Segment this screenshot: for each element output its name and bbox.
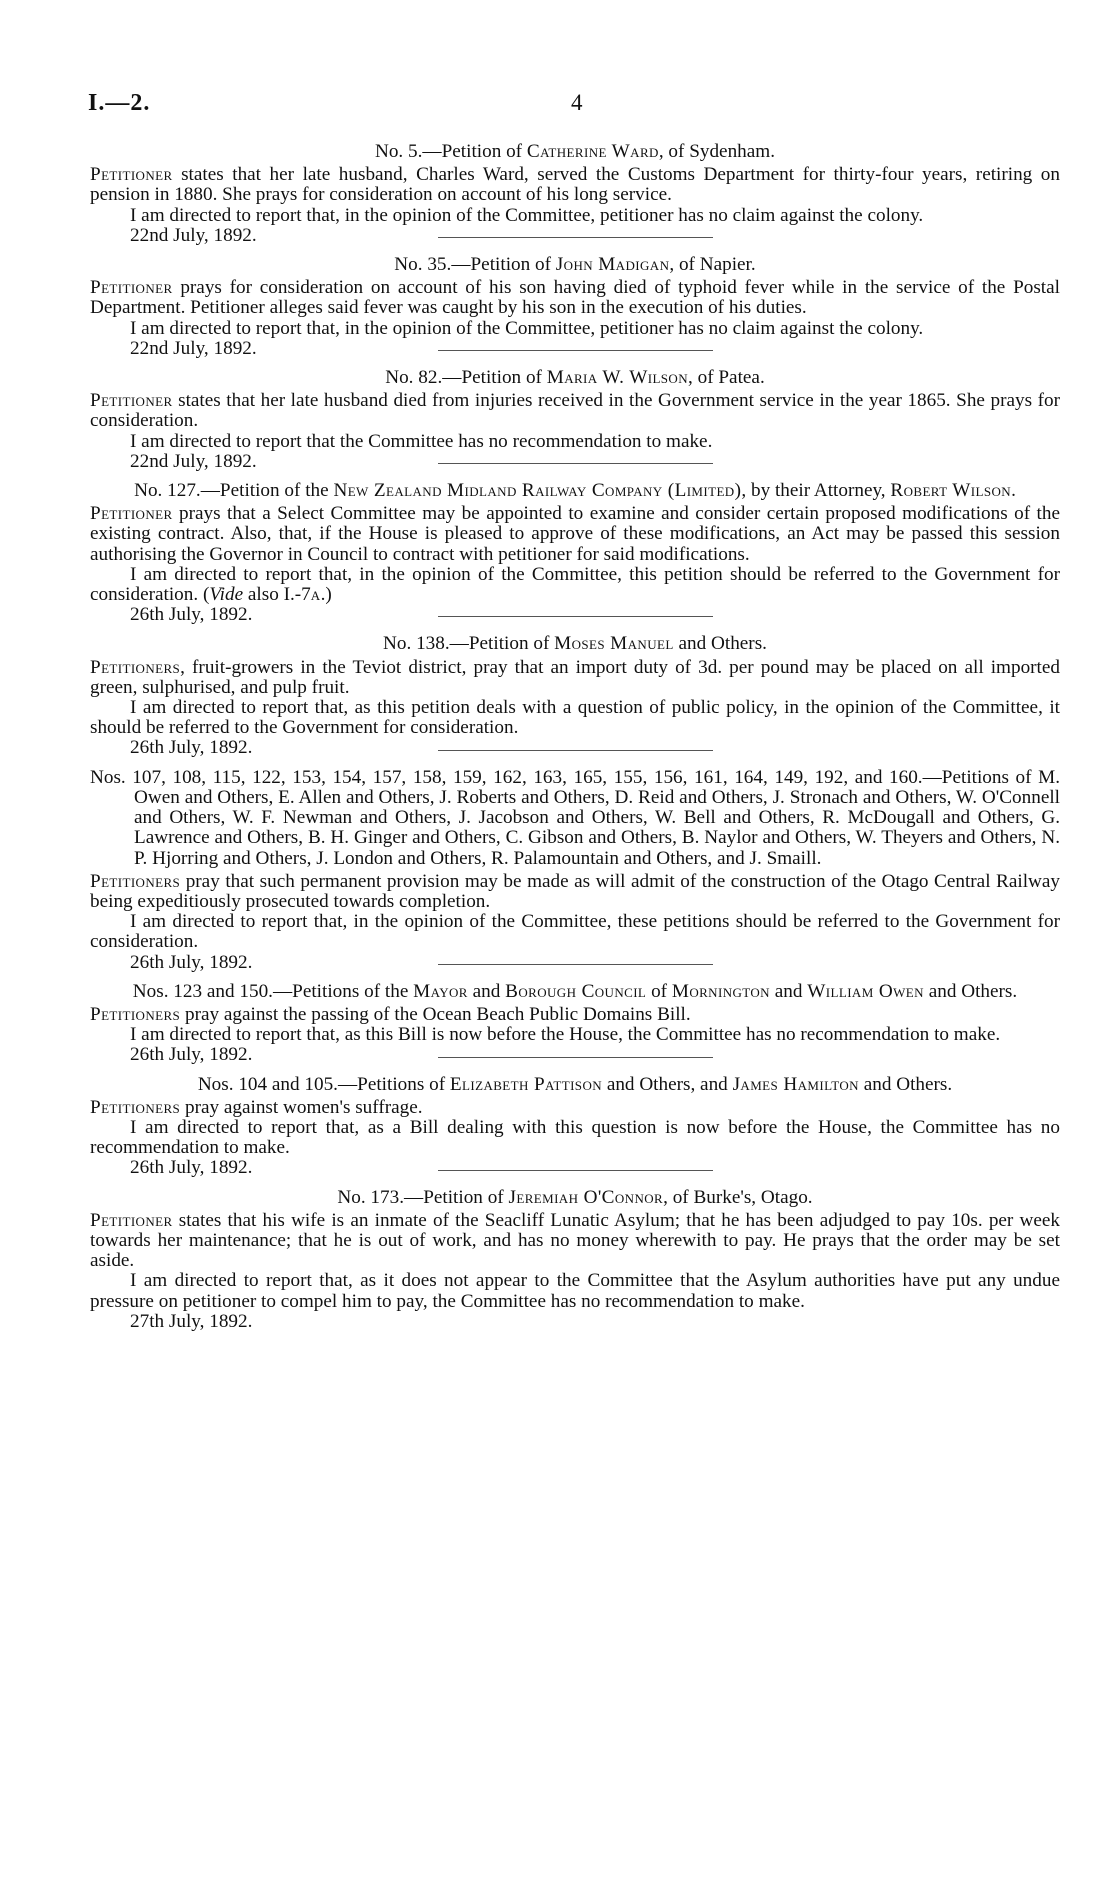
section-divider [438, 616, 713, 617]
petition-heading: Nos. 107, 108, 115, 122, 153, 154, 157, 158, 159, 162, 163, 165, 155, 156, 161, 164, 149, 192, and 160.—Petitions of M. Owen and Others, E. Allen and Others, J. Roberts and Others, D. Reid and Others, J. Stronach and Others, W. O'Connell and Others, W. F. Newman and Others, J. Jacobson and Others, W. Bell and Others, R. McDougall and Others, G. Lawrence and Others, B. H. Ginger and Others, C. Gibson and Others, B. Naylor and Others, W. Theyers and Others, N. P. Hjorring and Others, J. London and Others, R. Palamountain and Others, and J. Smaill. [90, 766, 1060, 869]
report-date: 27th July, 1892. [130, 1310, 253, 1332]
section-divider [438, 1170, 713, 1171]
report-date: 26th July, 1892. [130, 604, 253, 626]
petition-statement: Petitioners pray against women's suffrage. [90, 1096, 423, 1118]
committee-report: I am directed to report that, as it does not appear to the Committee that the Asylum authorities have put any undue pressure on petitioner to compel him to pay, the Committee has no recommendation to make. [90, 1270, 1060, 1312]
petition-heading: No. 127.—Petition of the New Zealand Midland Railway Company (Limited), by their Attorney, Robert Wilson. [134, 480, 1016, 502]
petition-statement: Petitioners pray that such permanent provision may be made as will admit of the construction of the Otago Central Railway being expeditiously prosecuted towards completion. [90, 870, 1060, 912]
running-header [88, 90, 1058, 120]
petition-heading: No. 82.—Petition of Maria W. Wilson, of Patea. [385, 367, 765, 389]
petition-entry [90, 481, 1060, 625]
report-date: 22nd July, 1892. [130, 224, 257, 246]
document-reference: I.—2. [88, 90, 151, 116]
petition-entry [90, 1188, 1060, 1332]
report-date: 26th July, 1892. [130, 1044, 253, 1066]
report-date: 26th July, 1892. [130, 1157, 253, 1179]
committee-report: I am directed to report that, in the opinion of the Committee, petitioner has no claim against the colony. [130, 204, 924, 226]
committee-report: I am directed to report that, as a Bill dealing with this question is now before the House, the Committee has no recommendation to make. [90, 1116, 1060, 1159]
committee-report: I am directed to report that the Committee has no recommendation to make. [130, 430, 713, 452]
petitions-list [90, 142, 1060, 1332]
section-divider [438, 237, 713, 238]
petition-heading: Nos. 123 and 150.—Petitions of the Mayor and Borough Council of Mornington and William Owen and Others. [132, 980, 1018, 1002]
committee-report: I am directed to report that, as this petition deals with a question of public policy, in the opinion of the Committee, it should be referred to the Government for consideration. [90, 697, 1060, 739]
petition-statement: Petitioner prays that a Select Committee may be appointed to examine and consider certain proposed modifications of the existing contract. Also, that, if the House is pleased to approve of these modifications, an Act may be passed this session authorising the Governor in Council to contract with petitioner for said modifications. [90, 503, 1060, 565]
report-date: 26th July, 1892. [130, 951, 253, 973]
petition-heading: No. 173.—Petition of Jeremiah O'Connor, of Burke's, Otago. [337, 1186, 813, 1208]
petition-heading: No. 5.—Petition of Catherine Ward, of Sydenham. [374, 141, 776, 162]
committee-report: I am directed to report that, as this Bill is now before the House, the Committee has no recommendation to make. [130, 1024, 1001, 1046]
petition-entry [90, 368, 1060, 472]
petition-statement: Petitioner states that her late husband died from injuries received in the Government service in the year 1865. She prays for consideration. [90, 390, 1060, 432]
section-divider [438, 964, 713, 965]
petition-entry [90, 1075, 1060, 1179]
petition-statement: Petitioner states that her late husband, Charles Ward, served the Customs Department for thirty-four years, retiring on pension in 1880. She prays for consideration on account of his long service. [90, 164, 1060, 206]
petition-statement: Petitioners, fruit-growers in the Teviot district, pray that an import duty of 3d. per pound may be placed on all imported green, sulphurised, and pulp fruit. [90, 656, 1060, 698]
committee-report: I am directed to report that, in the opinion of the Committee, these petitions should be referred to the Government for consideration. [90, 911, 1060, 953]
petition-heading: Nos. 104 and 105.—Petitions of Elizabeth Pattison and Others, and James Hamilton and Others. [197, 1073, 953, 1095]
petition-statement: Petitioner states that his wife is an inmate of the Seacliff Lunatic Asylum; that he has been adjudged to pay 10s. per week towards her maintenance; that he is out of work, and has no money wherewith to pay. He prays that the order may be set aside. [90, 1209, 1060, 1272]
committee-report: I am directed to report that, in the opinion of the Committee, this petition should be referred to the Government for consideration. (Vide also I.-7a.) [90, 563, 1060, 606]
section-divider [438, 463, 713, 464]
committee-report: I am directed to report that, in the opinion of the Committee, petitioner has no claim against the colony. [130, 317, 924, 339]
petition-entry [90, 982, 1060, 1066]
report-date: 22nd July, 1892. [130, 337, 257, 359]
report-date: 26th July, 1892. [130, 737, 253, 759]
page-number: 4 [571, 90, 583, 115]
petition-entry [90, 255, 1060, 359]
report-date: 22nd July, 1892. [130, 450, 257, 472]
petition-statement: Petitioners pray against the passing of the Ocean Beach Public Domains Bill. [90, 1003, 691, 1025]
petition-statement: Petitioner prays for consideration on account of his son having died of typhoid fever while in the service of the Postal Department. Petitioner alleges said fever was caught by his son in the execution of his duties. [90, 277, 1060, 319]
petition-entry [90, 634, 1060, 758]
petition-entry [90, 768, 1060, 973]
petition-entry [90, 142, 1060, 246]
section-divider [438, 1057, 713, 1058]
petition-heading: No. 35.—Petition of John Madigan, of Napier. [394, 254, 756, 276]
petition-heading: No. 138.—Petition of Moses Manuel and Others. [383, 633, 767, 655]
section-divider [438, 750, 713, 751]
section-divider [438, 350, 713, 351]
